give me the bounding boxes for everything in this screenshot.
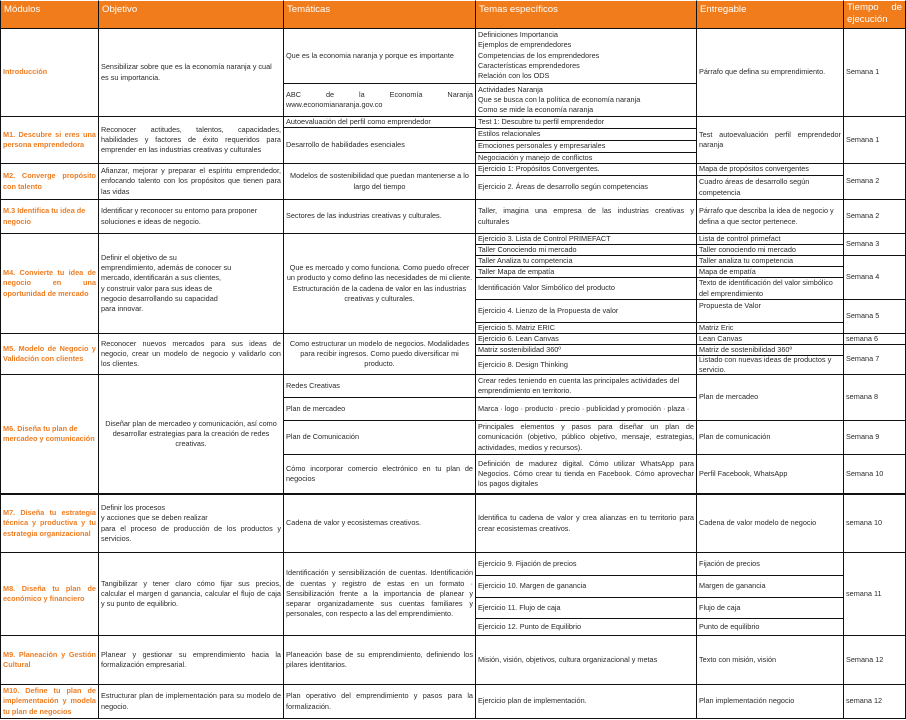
tema-m4-3: Taller Analiza tu competencia — [475, 255, 697, 267]
entregable-m5-3: Listado con nuevas ideas de productos y servicio. — [696, 355, 844, 375]
tematica-m2: Modelos de sostenibilidad que puedan mantenerse a lo largo del tiempo — [283, 163, 476, 200]
tematica-m5: Como estructurar un modelo de negocios. Modalidades para recibir ingresos. Como puedo diversificar mi producto. — [283, 333, 476, 375]
objetivo-m6: Diseñar plan de mercadeo y comunicación, así como desarrollar estrategias para la creación de redes creativas. — [98, 374, 284, 494]
tiempo-m4-2: Semana 4 — [843, 255, 906, 300]
entregable-m8-2: Margen de ganancia — [696, 575, 844, 598]
tema-m2-1: Ejercicio 1: Propósitos Convergentes. — [475, 163, 697, 176]
objetivo-intro: Sensibilizar sobre que es la economía naranja y cual es su importancia. — [98, 28, 284, 117]
tema-m4-2: Taller Conociendo mi mercado — [475, 244, 697, 256]
header-temas-especificos: Temas específicos — [475, 0, 697, 29]
entregable-m6-2: Plan de comunicación — [696, 420, 844, 455]
tematica-m1-2: Desarrollo de habilidades esenciales — [283, 127, 476, 164]
tema-m8-2: Ejercicio 10. Margen de ganancia — [475, 575, 697, 598]
tematica-m4: Que es mercado y como funciona. Como puedo ofrecer un producto y como defino las necesidades de mi cliente. Estructuración de la cadena de valor en las industrias creativas y culturales. — [283, 233, 476, 334]
tiempo-m7: semana 10 — [843, 493, 906, 553]
tematica-intro-1: Que es la economia naranja y porque es importante — [283, 28, 476, 84]
tema-m4-1: Ejercicio 3. Lista de Control PRIMEFACT — [475, 233, 697, 245]
entregable-m9: Texto con misión, visión — [696, 635, 844, 685]
module-m9: M9. Planeación y Gestión Cultural — [0, 635, 99, 685]
objetivo-m9: Planear y gestionar su emprendimiento hacia la formalización empresarial. — [98, 635, 284, 685]
tema-m4-7: Ejercicio 5. Matriz ERIC — [475, 322, 697, 334]
objetivo-m1: Reconocer actitudes, talentos, capacidades, habilidades y factores de éxito requeridos para emprender en las industrias creativas y culturales — [98, 116, 284, 164]
tema-m5-2: Matriz sostenibilidad 360º — [475, 344, 697, 356]
tema-m1-1: Test 1: Descubre tu perfil emprendedor — [475, 116, 697, 129]
tematica-intro-2: ABC de la Economía Naranja www.economianaranja.gov.co — [283, 83, 476, 117]
tema-m6-2: Marca · logo · producto · precio · publicidad y promoción · plaza · — [475, 397, 697, 421]
tematica-m6-2: Plan de mercadeo — [283, 397, 476, 421]
tiempo-m5-1: semana 6 — [843, 333, 906, 345]
entregable-m4-5: Texto de identificación del valor simbólico del emprendimiento — [696, 277, 844, 300]
entregable-m6-1: Plan de mercadeo — [696, 374, 844, 421]
tiempo-m1: Semana 1 — [843, 116, 906, 164]
tema-m9: Misión, visión, objetivos, cultura organizacional y metas — [475, 635, 697, 685]
tema-m8-1: Ejercicio 9. Fijación de precios — [475, 552, 697, 576]
header-modulos: Módulos — [0, 0, 99, 29]
header-tematicas: Temáticas — [283, 0, 476, 29]
entregable-m4-7: Matriz Eric — [696, 322, 844, 334]
entregable-m6-3: Perfil Facebook, WhatsApp — [696, 454, 844, 494]
module-m3: M.3 Identifica tu idea de negocio — [0, 199, 99, 234]
entregable-intro: Párrafo que defina su emprendimiento. — [696, 28, 844, 117]
tema-m4-5: Identificación Valor Simbólico del producto — [475, 277, 697, 300]
temas-intro-1: Definiciones Importancia Ejemplos de emprendedores Competencias de los emprendedores Características emprendedores Relación con los ODS — [475, 28, 697, 84]
entregable-m5-2: Matriz de sostenibilidad 360º — [696, 344, 844, 356]
entregable-m4-2: Taller conociendo mi mercado — [696, 244, 844, 256]
tematica-m7: Cadena de valor y ecosistemas creativos. — [283, 493, 476, 553]
tema-m5-1: Ejercicio 6. Lean Canvas — [475, 333, 697, 345]
module-m5: M5. Modelo de Negocio y Validación con clientes — [0, 333, 99, 375]
tema-m4-6: Ejercicio 4. Lienzo de la Propuesta de valor — [475, 299, 697, 323]
tiempo-m2: Semana 2 — [843, 163, 906, 200]
module-m7: M7. Diseña tu estrategia técnica y productiva y tu estrategia organizacional — [0, 493, 99, 553]
objetivo-m8: Tangibilizar y tener claro cómo fijar sus precios, calcular el margen d ganancia, calcular el flujo de caja y su punto de equilibrio. — [98, 552, 284, 636]
tema-m6-1: Crear redes teniendo en cuenta las principales actividades del emprendimiento en territorio. — [475, 374, 697, 398]
entregable-m7: Cadena de valor modelo de negocio — [696, 493, 844, 553]
objetivo-m2: Afianzar, mejorar y preparar el espíritu emprendedor, enfocando talento con los propósitos que tienen para las vidas — [98, 163, 284, 200]
tema-m8-3: Ejercicio 11. Flujo de caja — [475, 597, 697, 619]
tematica-m9: Planeación base de su emprendimiento, definiendo los pilares identitarios. — [283, 635, 476, 685]
tiempo-m6-1: semana 8 — [843, 374, 906, 421]
tiempo-m6-3: Semana 10 — [843, 454, 906, 494]
tema-m1-2: Estilos relacionales — [475, 128, 697, 141]
tiempo-m10: semana 12 — [843, 684, 906, 719]
tematica-m1-1: Autoevaluación del perfil como emprendedor — [283, 116, 476, 128]
entregable-m4-4: Mapa de empatía — [696, 266, 844, 278]
tema-m7: Identifica tu cadena de valor y crea alianzas en tu territorio para crear ecosistemas creativos. — [475, 493, 697, 553]
tiempo-intro: Semana 1 — [843, 28, 906, 117]
entregable-m10: Plan implementación negocio — [696, 684, 844, 719]
tema-m2-2: Ejercicio 2. Áreas de desarrollo según competencias — [475, 175, 697, 200]
entregable-m4-3: Taller analiza tu competencia — [696, 255, 844, 267]
header-objetivo: Objetivo — [98, 0, 284, 29]
tiempo-m8: semana 11 — [843, 552, 906, 636]
objetivo-m7: Definir los procesos y acciones que se deben realizar para el proceso de producción de los productos y servicios. — [98, 493, 284, 553]
entregable-m5-1: Lean Canvas — [696, 333, 844, 345]
module-m2: M2. Converge propósito con talento — [0, 163, 99, 200]
entregable-m8-4: Punto de equilibrio — [696, 618, 844, 636]
tematica-m8: Identificación y sensibilización de cuentas. Identificación de cuentas y registro de estas en un formato · Sensibilización frente a la importancia de planear y separar organizadamente sus cuentas familiares y personales, con respecto a las del emprendimiento. — [283, 552, 476, 636]
header-tiempo: Tiempo de ejecución — [843, 0, 906, 29]
entregable-m2-2: Cuadro áreas de desarrollo según competencia — [696, 175, 844, 200]
tematica-m10: Plan operativo del emprendimiento y pasos para la formalización. — [283, 684, 476, 719]
objetivo-m10: Estructurar plan de implementación para su modelo de negocio. — [98, 684, 284, 719]
module-m4: M4. Convierte tu idea de negocio en una oportunidad de mercado — [0, 233, 99, 334]
module-m8: M8. Diseña tu plan de económico y financiero — [0, 552, 99, 636]
temas-intro-2: Actividades Naranja Que se busca con la política de economía naranja Como se mide la economía naranja — [475, 83, 697, 117]
tematica-m6-4: Cómo incorporar comercio electrónico en tu plan de negocios — [283, 454, 476, 494]
module-m1: M1. Descubre si eres una persona emprendedora — [0, 116, 99, 164]
tema-m8-4: Ejercicio 12. Punto de Equilibrio — [475, 618, 697, 636]
tema-m6-4: Definición de madurez digital. Cómo utilizar WhatsApp para Negocios. Cómo crear tu tienda en Facebook. Cómo aprovechar los pagos digitales — [475, 454, 697, 494]
entregable-m4-1: Lista de control primefact — [696, 233, 844, 245]
objetivo-m4: Definir el objetivo de su emprendimiento, además de conocer su mercado, identificarán a sus clientes, y construir valor para sus ideas de negocio desarrollando su capacidad para innovar. — [98, 233, 284, 334]
entregable-m8-3: Flujo de caja — [696, 597, 844, 619]
tema-m10: Ejercicio plan de implementación. — [475, 684, 697, 719]
tiempo-m4-3: Semana 5 — [843, 299, 906, 334]
tiempo-m9: Semana 12 — [843, 635, 906, 685]
tiempo-m4-1: Semana 3 — [843, 233, 906, 256]
tematica-m3: Sectores de las industrias creativas y culturales. — [283, 199, 476, 234]
tiempo-m6-2: Semana 9 — [843, 420, 906, 455]
module-intro: Introducción — [0, 28, 99, 117]
tema-m1-4: Negociación y manejo de conflictos — [475, 152, 697, 164]
entregable-m1: Test autoevaluación perfil emprendedor naranja — [696, 116, 844, 164]
entregable-m3: Párrafo que describa la idea de negocio y defina a que sector pertenece. — [696, 199, 844, 234]
objetivo-m5: Reconocer nuevos mercados para sus ideas de negocio, crear un modelo de negocio y validarlo con los clientes. — [98, 333, 284, 375]
tiempo-m5-2: Semana 7 — [843, 344, 906, 375]
tiempo-m3: Semana 2 — [843, 199, 906, 234]
tema-m4-4: Taller Mapa de empatía — [475, 266, 697, 278]
entregable-m2-1: Mapa de propósitos convergentes — [696, 163, 844, 176]
tema-m5-3: Ejercicio 8. Design Thinking — [475, 355, 697, 375]
tematica-m6-1: Redes Creativas — [283, 374, 476, 398]
entregable-m4-6: Propuesta de Valor — [696, 299, 844, 323]
tema-m1-3: Emociones personales y empresariales — [475, 140, 697, 153]
header-entregable: Entregable — [696, 0, 844, 29]
objetivo-m3: Identificar y reconocer su entorno para proponer soluciones e ideas de negocio. — [98, 199, 284, 234]
module-m10: M10. Define tu plan de implementación y modela tu plan de negocios — [0, 684, 99, 719]
entregable-m8-1: Fijación de precios — [696, 552, 844, 576]
module-m6: M6. Diseña tu plan de mercadeo y comunicación — [0, 374, 99, 494]
tema-m6-3: Principales elementos y pasos para diseñar un plan de comunicación (objetivo, público objetivo, mensaje, estrategias, actividades, medios y recursos). — [475, 420, 697, 455]
tematica-m6-3: Plan de Comunicación — [283, 420, 476, 455]
tema-m3: Taller, imagina una empresa de las industrias creativas y culturales — [475, 199, 697, 234]
